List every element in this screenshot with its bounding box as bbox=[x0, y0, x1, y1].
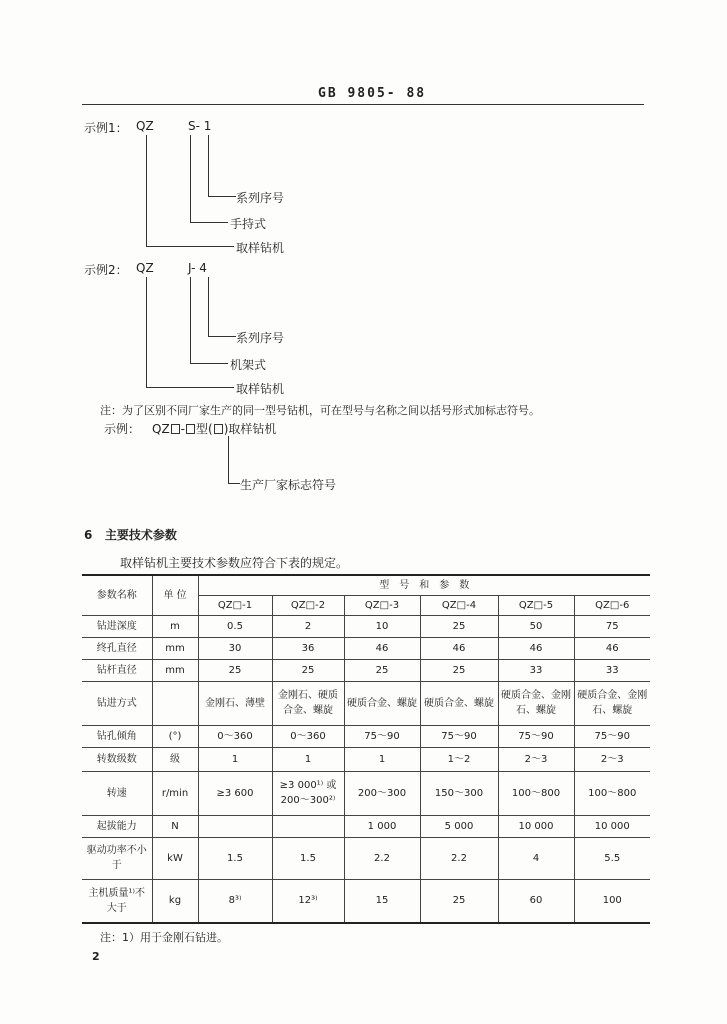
table-row bbox=[82, 879, 650, 923]
param-value: 46 bbox=[344, 637, 420, 659]
example1-bracket bbox=[208, 196, 236, 197]
param-value: 1.5 bbox=[272, 837, 344, 879]
table-row bbox=[82, 615, 650, 637]
param-value: 100～800 bbox=[574, 771, 650, 815]
example3-code-a: QZ bbox=[152, 422, 170, 436]
example3-bracket bbox=[228, 436, 229, 484]
table-row bbox=[82, 837, 650, 879]
standard-number: GB 9805- 88 bbox=[318, 86, 427, 101]
section-heading bbox=[84, 526, 177, 543]
table-row bbox=[82, 725, 650, 747]
table-row bbox=[82, 659, 650, 681]
table-row bbox=[82, 747, 650, 771]
param-value: 25 bbox=[420, 879, 498, 923]
example1-legend-item: 系列序号 bbox=[236, 191, 285, 205]
param-value: 0.5 bbox=[198, 615, 272, 637]
example3-code-d: )取样钻机 bbox=[223, 422, 277, 436]
example2-label: 示例2： bbox=[84, 263, 128, 277]
param-value bbox=[198, 815, 272, 837]
param-value: 75～90 bbox=[498, 725, 574, 747]
param-value: 33 bbox=[574, 659, 650, 681]
model-header: QZ□-4 bbox=[420, 595, 498, 615]
param-value: 2.2 bbox=[344, 837, 420, 879]
section-intro: 取样钻机主要技术参数应符合下表的规定。 bbox=[120, 556, 349, 570]
param-value: 2～3 bbox=[498, 747, 574, 771]
param-name: 钻进深度 bbox=[82, 615, 152, 637]
unit-header: 单 位 bbox=[152, 575, 198, 615]
example2-bracket bbox=[190, 363, 228, 364]
param-value: 1.5 bbox=[198, 837, 272, 879]
example1-bracket bbox=[190, 135, 191, 223]
table-row bbox=[82, 681, 650, 725]
param-value: 硬质合金、螺旋 bbox=[344, 681, 420, 725]
example1-code-suffix: S- 1 bbox=[188, 119, 212, 133]
param-value: 硬质合金、金刚石、螺旋 bbox=[498, 681, 574, 725]
param-value bbox=[272, 815, 344, 837]
param-value: 1 bbox=[272, 747, 344, 771]
table-footnote: 注：1）用于金刚石钻进。 bbox=[100, 931, 228, 944]
section-number: 6 bbox=[84, 528, 93, 542]
param-value: 0～360 bbox=[198, 725, 272, 747]
example2-bracket bbox=[146, 277, 147, 388]
example3-code-b: - bbox=[180, 422, 186, 436]
param-value: 金刚石、硬质合金、螺旋 bbox=[272, 681, 344, 725]
param-value: 25 bbox=[344, 659, 420, 681]
param-value: 75～90 bbox=[574, 725, 650, 747]
page-number: 2 bbox=[92, 950, 100, 963]
param-name: 钻孔倾角 bbox=[82, 725, 152, 747]
example2-bracket bbox=[190, 277, 191, 364]
param-value: 25 bbox=[272, 659, 344, 681]
example2-bracket bbox=[208, 336, 236, 337]
param-value: 5 000 bbox=[420, 815, 498, 837]
example2-legend-item: 机架式 bbox=[230, 358, 267, 372]
model-header: QZ□-3 bbox=[344, 595, 420, 615]
param-value: 1 bbox=[344, 747, 420, 771]
param-value: 2.2 bbox=[420, 837, 498, 879]
param-name: 转速 bbox=[82, 771, 152, 815]
param-unit: mm bbox=[152, 659, 198, 681]
naming-note: 注：为了区别不同厂家生产的同一型号钻机，可在型号与名称之间以括号形式加标志符号。 bbox=[100, 404, 540, 417]
example2-bracket bbox=[146, 387, 234, 388]
example3-code bbox=[152, 420, 276, 437]
example3-bracket bbox=[228, 483, 240, 484]
param-name: 钻进方式 bbox=[82, 681, 152, 725]
param-name: 转数级数 bbox=[82, 747, 152, 771]
model-header: QZ□-2 bbox=[272, 595, 344, 615]
param-value: 25 bbox=[198, 659, 272, 681]
param-name-header: 参数名称 bbox=[82, 575, 152, 615]
param-value: 15 bbox=[344, 879, 420, 923]
param-value: 75 bbox=[574, 615, 650, 637]
model-header: QZ□-1 bbox=[198, 595, 272, 615]
param-value: 5.5 bbox=[574, 837, 650, 879]
param-value: 60 bbox=[498, 879, 574, 923]
param-name: 终孔直径 bbox=[82, 637, 152, 659]
param-value: 30 bbox=[198, 637, 272, 659]
section-title: 主要技术参数 bbox=[104, 528, 177, 542]
param-value: 25 bbox=[420, 615, 498, 637]
example3-legend: 生产厂家标志符号 bbox=[240, 478, 337, 492]
param-unit: mm bbox=[152, 637, 198, 659]
param-value: 36 bbox=[272, 637, 344, 659]
example1-bracket bbox=[190, 222, 228, 223]
param-value: 75～90 bbox=[344, 725, 420, 747]
param-value: 200～300 bbox=[344, 771, 420, 815]
example1-bracket bbox=[146, 135, 147, 247]
example1-bracket bbox=[208, 135, 209, 197]
param-value: 25 bbox=[420, 659, 498, 681]
param-value: 46 bbox=[574, 637, 650, 659]
example2-code-prefix: QZ bbox=[136, 261, 154, 275]
table-row bbox=[82, 771, 650, 815]
model-header: QZ□-6 bbox=[574, 595, 650, 615]
param-value: 10 bbox=[344, 615, 420, 637]
param-unit: m bbox=[152, 615, 198, 637]
param-value: 硬质合金、螺旋 bbox=[420, 681, 498, 725]
example2-legend-item: 取样钻机 bbox=[236, 382, 285, 396]
param-value: 50 bbox=[498, 615, 574, 637]
param-value: 0～360 bbox=[272, 725, 344, 747]
model-header: QZ□-5 bbox=[498, 595, 574, 615]
param-unit: 级 bbox=[152, 747, 198, 771]
param-value: 75～90 bbox=[420, 725, 498, 747]
param-value: 硬质合金、金刚石、螺旋 bbox=[574, 681, 650, 725]
param-value: 8³⁾ bbox=[198, 879, 272, 923]
param-value: 100 bbox=[574, 879, 650, 923]
example2-code-suffix: J- 4 bbox=[188, 261, 207, 275]
param-value: ≥3 600 bbox=[198, 771, 272, 815]
param-value: 1～2 bbox=[420, 747, 498, 771]
param-unit: (°) bbox=[152, 725, 198, 747]
param-unit: r/min bbox=[152, 771, 198, 815]
example1-label: 示例1： bbox=[84, 121, 128, 135]
placeholder-box bbox=[214, 424, 223, 434]
param-unit bbox=[152, 681, 198, 725]
param-value: 46 bbox=[498, 637, 574, 659]
placeholder-box bbox=[171, 424, 180, 434]
param-value: 10 000 bbox=[498, 815, 574, 837]
param-value: 4 bbox=[498, 837, 574, 879]
param-value: 150～300 bbox=[420, 771, 498, 815]
example2-legend-item: 系列序号 bbox=[236, 331, 285, 345]
example1-legend-item: 手持式 bbox=[230, 217, 267, 231]
param-name: 主机质量¹⁾不大于 bbox=[82, 879, 152, 923]
param-value: 2 bbox=[272, 615, 344, 637]
param-value: 33 bbox=[498, 659, 574, 681]
param-value: 100～800 bbox=[498, 771, 574, 815]
param-unit: N bbox=[152, 815, 198, 837]
param-value: 10 000 bbox=[574, 815, 650, 837]
param-value: 12³⁾ bbox=[272, 879, 344, 923]
header-rule bbox=[82, 104, 644, 105]
example1-code-prefix: QZ bbox=[136, 119, 154, 133]
example1-legend-item: 取样钻机 bbox=[236, 241, 285, 255]
param-value: 2～3 bbox=[574, 747, 650, 771]
model-group-header: 型 号 和 参 数 bbox=[198, 575, 650, 595]
table-row bbox=[82, 815, 650, 837]
param-value: 1 000 bbox=[344, 815, 420, 837]
param-value: 46 bbox=[420, 637, 498, 659]
parameters-table bbox=[82, 574, 650, 924]
example1-bracket bbox=[146, 246, 234, 247]
param-value: ≥3 000¹⁾ 或200～300²⁾ bbox=[272, 771, 344, 815]
param-value: 1 bbox=[198, 747, 272, 771]
param-name: 钻杆直径 bbox=[82, 659, 152, 681]
example3-label: 示例： bbox=[104, 422, 141, 436]
example2-bracket bbox=[208, 277, 209, 337]
placeholder-box bbox=[186, 424, 195, 434]
param-name: 驱动功率不小于 bbox=[82, 837, 152, 879]
param-unit: kg bbox=[152, 879, 198, 923]
param-value: 金刚石、薄壁 bbox=[198, 681, 272, 725]
table-row bbox=[82, 637, 650, 659]
param-name: 起拔能力 bbox=[82, 815, 152, 837]
example3-code-c: 型( bbox=[196, 422, 213, 436]
param-unit: kW bbox=[152, 837, 198, 879]
